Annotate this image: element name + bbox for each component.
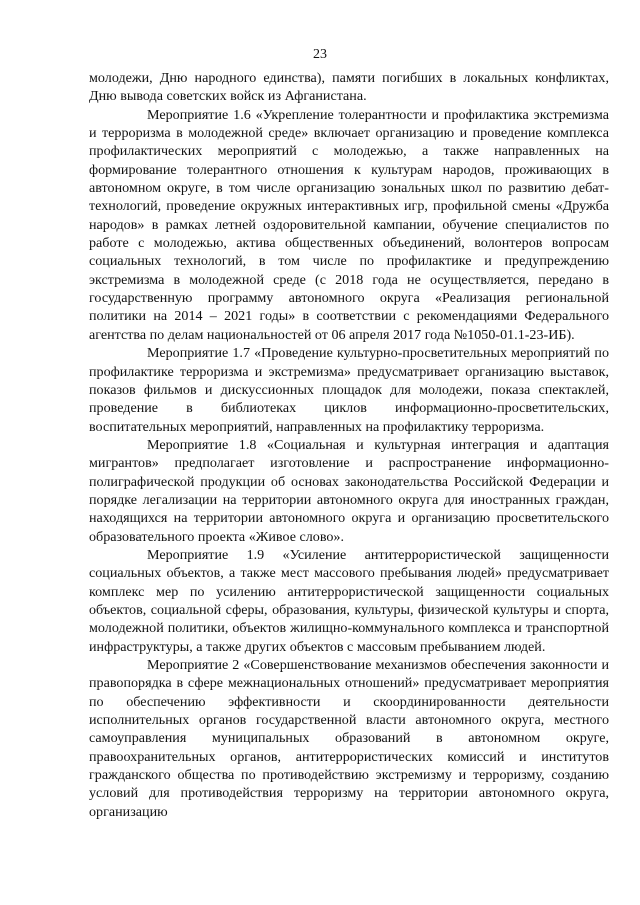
body-text [89, 69, 609, 821]
paragraph-measure-2: Мероприятие 2 «Совершенствование механизмов обеспечения законности и правопорядка в сфере межнациональных отношений» предусматривает мероприятия по обеспечению эффективности и скоординированности деятельности исполнительных органов государственной власти автономного округа, местного самоуправления муниципальных образований в автономном округе, правоохранительных органов, антитеррористических комиссий и институтов гражданского общества по противодействию экстремизму и терроризму, созданию условий для противодействия терроризму на территории автономного округа, организацию [89, 657, 609, 820]
page-number: 23 [313, 47, 327, 62]
paragraph-measure-1-8: Мероприятие 1.8 «Социальная и культурная интеграция и адаптация мигрантов» предполагает изготовление и распространение информационно-полиграфической продукции об основах законодательства Российской Федерации и порядке легализации на территории автономного округа для иностранных граждан, находящихся на территории автономного округа и организацию просветительского образовательного проекта «Живое слово». [89, 436, 609, 545]
paragraph-measure-1-6: Мероприятие 1.6 «Укрепление толерантности и профилактика экстремизма и терроризма в молодежной среде» включает организацию и проведение комплекса профилактических мероприятий с молодежью, а также направленных на формирование толерантного отношения к культурам народов, проживающих в автономном округе, в том числе организацию зональных школ по развитию дебат-технологий, проведение окружных интерактивных игр, профильной смены «Дружба народов» в рамках летней оздоровительной кампании, обучение специалистов по работе с молодежью, актива общественных объединений, волонтеров вопросам социальных технологий, в том числе по профилактике и предупреждению экстремизма в молодежной среде (с 2018 года не осуществляется, передано в государственную программу автономного округа «Реализация региональной политики на 2014 – 2021 годы» в соответствии с рекомендациями Федерального агентства по делам национальностей от 06 апреля 2017 года №1050-01.1-23-ИБ). [89, 106, 609, 343]
paragraph-measure-1-9: Мероприятие 1.9 «Усиление антитеррористической защищенности социальных объектов, а также мест массового пребывания людей» предусматривает комплекс мер по усилению антитеррористической защищенности социальных объектов, социальной сферы, образования, культуры, физической культуры и спорта, молодежной политики, объектов жилищно-коммунального комплекса и транспортной инфраструктуры, а также других объектов с массовым пребыванием людей. [89, 546, 609, 655]
paragraph-continuation: молодежи, Дню народного единства), памяти погибших в локальных конфликтах, Дню вывода советских войск из Афганистана. [89, 70, 609, 105]
paragraph-measure-1-7: Мероприятие 1.7 «Проведение культурно-просветительных мероприятий по профилактике терроризма и экстремизма» предусматривает организацию выставок, показов фильмов и дискуссионных площадок для молодежи, показа спектаклей, проведение в библиотеках циклов информационно-просветительских, воспитательных мероприятий, направленных на профилактику терроризма. [89, 345, 609, 435]
